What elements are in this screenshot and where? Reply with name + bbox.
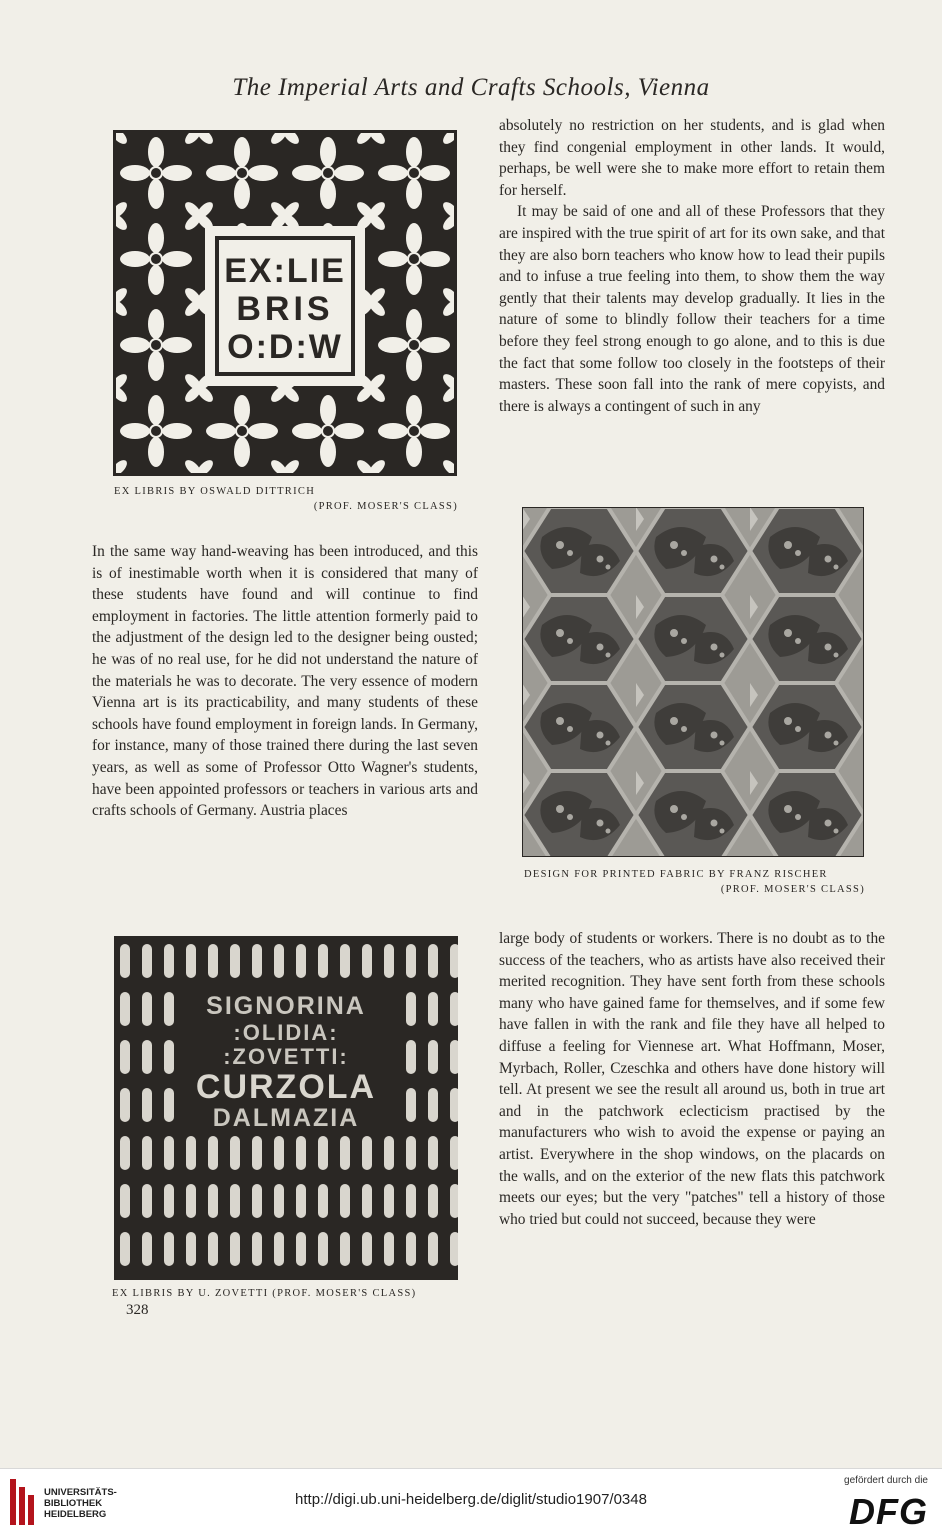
caption-bookplate-dittrich: [114, 484, 458, 514]
library-line-2: BIBLIOTHEK: [44, 1498, 103, 1509]
right-column-bottom: [499, 928, 885, 1230]
caption-bookplate-zovetti-text: EX LIBRIS BY U. ZOVETTI (PROF. MOSER'S CLASS): [112, 1288, 417, 1299]
library-line-1: UNIVERSITÄTS-: [44, 1487, 117, 1498]
bookplate2-line-1: SIGNORINA: [206, 992, 366, 1020]
bookplate-zovetti: [114, 936, 458, 1280]
library-line-3: HEIDELBERG: [44, 1509, 107, 1520]
bookplate2-line-2: :OLIDIA:: [233, 1020, 339, 1045]
caption-fabric-line-1: DESIGN FOR PRINTED FABRIC BY FRANZ RISCHER: [524, 869, 828, 880]
bookplate2-line-5: DALMAZIA: [212, 1104, 360, 1132]
left-column: [92, 541, 478, 822]
bookplate1-line-2: BRIS: [236, 290, 334, 328]
bookplate1-line-1: EX:LIE: [224, 252, 346, 290]
viewer-footer: [0, 1468, 942, 1537]
caption-bookplate-dittrich-line-1: EX LIBRIS BY OSWALD DITTRICH: [114, 486, 316, 497]
paragraph-professors: It may be said of one and all of these Professors that they are inspired with the true spirit of art for its own sake, and that they are also born teachers who know how to lead their pupils and to infuse a true feeling into them, to show them the way gently that their talents may develop gradually. It lies in the nature of some to blindly follow their teachers for a time before they feel strong enough to go alone, and to this is due the fact that some follow too closely in the footsteps of their masters. These soon fall into the rank of mere copyists, and there is always a contingent of such in any: [499, 203, 885, 415]
paragraph-students-workers: large body of students or workers. There is no doubt as to the success of the teachers, who as artists have also received their merited recognition. They have sent forth from these schools many who have gained fame for themselves, and if some few have fallen in with the rank and file they have all helped to diffuse a feeling for Viennese art. What Hoffmann, Moser, Myrbach, Roller, Czeschka and others have done history will tell. At present we see the result all around us, both in true art and in the patchwork eclecticism practised by the manufacturers who wish to avoid the expense or paying an artist. Everywhere in the shop windows, on the placards on the walls, and on the exterior of the new flats this patchwork meets our eyes; but the very "patches" tell a history of those who tried but could not succeed, because they were: [499, 930, 885, 1228]
fabric-design: [522, 507, 864, 857]
page-number: 328: [126, 1302, 149, 1318]
right-column-top: [499, 115, 885, 417]
bookplate2-line-4: CURZOLA: [195, 1068, 377, 1106]
bookplate2-line-3: :ZOVETTI:: [223, 1044, 349, 1069]
paragraph-restriction: absolutely no restriction on her students, and is glad when they find congenial employment in other lands. It would, perhaps, be well were she to make more effort to retain them for herself.: [499, 117, 885, 199]
running-head: The Imperial Arts and Crafts Schools, Vienna: [232, 74, 710, 101]
bookplate-dittrich: [113, 130, 457, 476]
permalink-url[interactable]: http://digi.ub.uni-heidelberg.de/diglit/studio1907/0348: [295, 1491, 647, 1508]
funded-by-label: gefördert durch die: [844, 1475, 928, 1486]
dfg-logo: DFG: [849, 1491, 928, 1532]
caption-fabric-design: [524, 867, 865, 897]
caption-fabric-line-2: (PROF. MOSER'S CLASS): [720, 884, 865, 895]
paragraph-hand-weaving: In the same way hand-weaving has been introduced, and this is of inestimable worth when it is considered that many of these students have found and will continue to find employment in factories. The little attention formerly paid to the adjustment of the design led to the designer being ousted; he was of no real use, for he did not understand the nature of the materials he was to decorate. The very essence of modern Vienna art is its practicability, and many students of these schools have found employment in foreign lands. In Germany, for instance, many of those trained there during the last seven years, as well as some of Professor Otto Wagner's students, have been appointed professors or teachers in various arts and crafts schools of Germany. Austria places: [92, 543, 478, 820]
caption-bookplate-zovetti: [112, 1286, 462, 1301]
caption-bookplate-dittrich-line-2: (PROF. MOSER'S CLASS): [313, 501, 458, 512]
bookplate1-line-3: O:D:W: [227, 328, 343, 366]
